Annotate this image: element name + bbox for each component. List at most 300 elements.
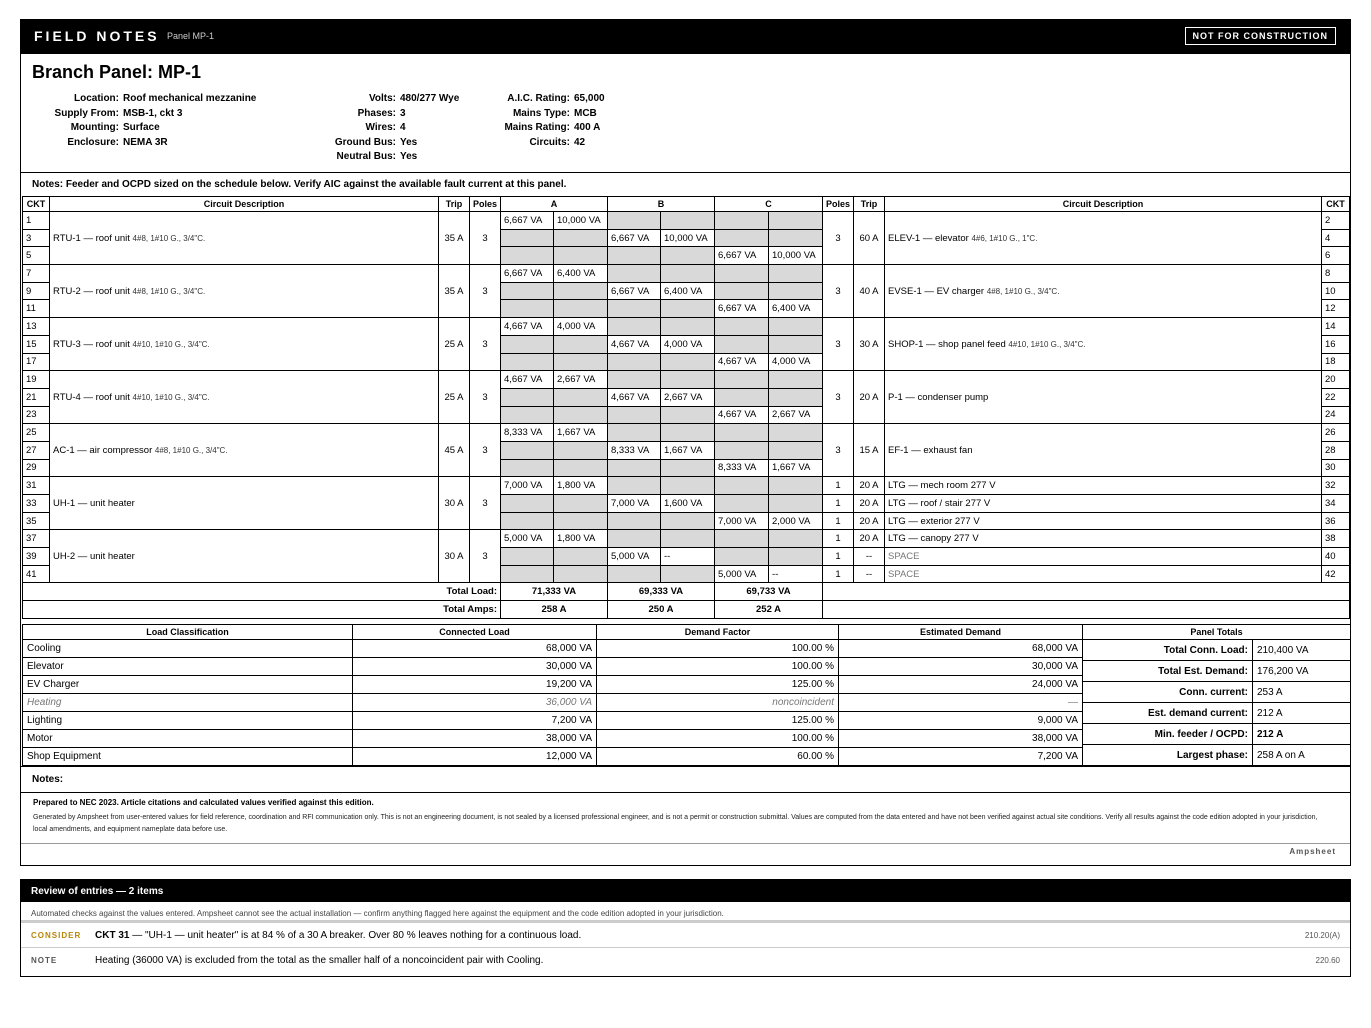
trip-right: -- [854, 548, 885, 566]
ckt-number-right: 24 [1322, 406, 1350, 424]
ckt-number-left: 7 [23, 265, 50, 283]
poles-header-right: Poles [823, 197, 854, 212]
trip-left: 45 A [439, 424, 470, 477]
review-text: Heating (36000 VA) is excluded from the total as the smaller half of a noncoincident pair with Cooling. [95, 955, 544, 966]
phase-cell-empty [715, 282, 769, 300]
nec-edition-note: Prepared to NEC 2023. Article citations and calculated values verified against this edition. [33, 798, 374, 807]
phase-cell-empty [661, 530, 715, 548]
phase-cell-empty [715, 265, 769, 283]
ckt-number-right: 2 [1322, 212, 1350, 230]
circuit-name: RTU-1 — roof unit [53, 232, 130, 244]
phase-cell-empty [769, 371, 823, 389]
load-classification-table [22, 624, 1083, 766]
wire-size: 4#10, 1#10 G., 3/4"C. [132, 392, 210, 402]
phase-load-left: 7,000 VA [715, 512, 769, 530]
connected-load: 68,000 VA [353, 640, 597, 658]
review-tag: NOTE [31, 956, 58, 965]
phase-cell-empty [715, 229, 769, 247]
circuit-name: RTU-3 — roof unit [53, 338, 130, 350]
ckt-number-left: 35 [23, 512, 50, 530]
info-row [251, 136, 459, 151]
panel-total-row [1083, 703, 1351, 724]
panel-total-label: Total Conn. Load: [1083, 640, 1253, 661]
load-class: EV Charger [23, 676, 353, 694]
phase-load-left: 6,667 VA [501, 265, 554, 283]
trip-right: 20 A [854, 530, 885, 548]
load-class: Cooling [23, 640, 353, 658]
phase-cell-empty [608, 371, 661, 389]
ckt-number-left: 19 [23, 371, 50, 389]
poles-right: 1 [823, 477, 854, 495]
phase-load-left: 8,333 VA [608, 441, 661, 459]
info-key: Supply From: [54, 107, 119, 119]
trip-right: 15 A [854, 424, 885, 477]
wire-size: 4#6, 1#10 G., 1"C. [971, 233, 1038, 243]
total-load-c: 69,733 VA [715, 583, 823, 601]
poles-right: 1 [823, 548, 854, 566]
poles-right: 3 [823, 265, 854, 318]
phase-cell-empty [661, 353, 715, 371]
panel-totals-header: Panel Totals [1083, 625, 1351, 640]
circuit-desc-left [50, 371, 439, 424]
info-value: 3 [400, 107, 406, 119]
load-row [23, 748, 1083, 766]
total-load-a: 71,333 VA [501, 583, 608, 601]
phase-c-header: C [715, 197, 823, 212]
total-load-row [23, 583, 1350, 601]
ckt-number-right: 8 [1322, 265, 1350, 283]
circuit-desc-right [885, 424, 1322, 477]
ckt-number-right: 10 [1322, 282, 1350, 300]
code-reference: 220.60 [1315, 956, 1340, 965]
load-class: Motor [23, 730, 353, 748]
phase-load-right: 6,400 VA [554, 265, 608, 283]
schedule-row [23, 265, 1350, 283]
schedule-row [23, 424, 1350, 442]
trip-left: 35 A [439, 212, 470, 265]
ckt-number-left: 17 [23, 353, 50, 371]
circuit-desc-right: LTG — roof / stair 277 V [885, 495, 1322, 513]
ckt-number-left: 33 [23, 495, 50, 513]
circuit-desc-left [50, 265, 439, 318]
ckt-number-left: 39 [23, 548, 50, 566]
circuit-desc-right [885, 371, 1322, 424]
phase-cell-empty [608, 353, 661, 371]
phase-load-left: 4,667 VA [501, 318, 554, 336]
phase-load-right: 2,667 VA [769, 406, 823, 424]
phase-load-right: 4,000 VA [554, 318, 608, 336]
phase-cell-empty [769, 335, 823, 353]
info-key: Mains Type: [512, 107, 570, 119]
phase-load-left: 8,333 VA [715, 459, 769, 477]
connected-load-header: Connected Load [353, 625, 597, 640]
total-amps-c: 252 A [715, 601, 823, 619]
info-key: Mains Rating: [504, 122, 570, 134]
estimated-demand: 9,000 VA [839, 712, 1083, 730]
phase-load-right: 1,800 VA [554, 477, 608, 495]
phase-a-header: A [501, 197, 608, 212]
info-row [21, 92, 256, 107]
panel-info-location [21, 92, 256, 150]
total-load-b: 69,333 VA [608, 583, 715, 601]
poles-right: 1 [823, 495, 854, 513]
phase-cell-empty [608, 459, 661, 477]
circuit-name: EVSE-1 — EV charger [888, 285, 985, 297]
info-value: MSB-1, ckt 3 [123, 107, 183, 119]
phase-cell-empty [715, 335, 769, 353]
brand-footer: Ampsheet [1289, 847, 1336, 856]
phase-load-right: 4,000 VA [769, 353, 823, 371]
circuit-name: ELEV-1 — elevator [888, 232, 969, 244]
info-key: Neutral Bus: [336, 151, 396, 163]
info-value: Roof mechanical mezzanine [123, 93, 257, 104]
phase-load-right: 1,667 VA [661, 441, 715, 459]
phase-cell-empty [661, 565, 715, 583]
schedule-notes: Notes: Feeder and OCPD sized on the schedule below. Verify AIC against the available fault current at this panel. [21, 172, 1350, 196]
ckt-number-left: 23 [23, 406, 50, 424]
trip-left: 25 A [439, 371, 470, 424]
phase-load-left: 4,667 VA [608, 335, 661, 353]
sheet-title: FIELD NOTES [34, 28, 160, 44]
panel-total-row [1083, 640, 1351, 661]
trip-left: 30 A [439, 530, 470, 583]
phase-cell-empty [501, 388, 554, 406]
phase-cell-empty [554, 247, 608, 265]
estimated-demand: 24,000 VA [839, 676, 1083, 694]
demand-factor: noncoincident [597, 694, 839, 712]
ckt-number-right: 16 [1322, 335, 1350, 353]
ckt-number-left: 21 [23, 388, 50, 406]
phase-cell-empty [501, 229, 554, 247]
phase-cell-empty [501, 406, 554, 424]
ckt-number-left: 13 [23, 318, 50, 336]
panel-total-label: Largest phase: [1083, 745, 1253, 766]
circuit-name: RTU-4 — roof unit [53, 391, 130, 403]
circuit-desc-right [885, 265, 1322, 318]
info-key: Phases: [357, 107, 396, 119]
panel-total-value: 258 A on A [1253, 745, 1351, 766]
info-key: Circuits: [529, 136, 570, 148]
phase-cell-empty [554, 565, 608, 583]
panel-total-value: 212 A [1253, 724, 1351, 745]
panel-total-label: Conn. current: [1083, 682, 1253, 703]
phase-cell-empty [608, 265, 661, 283]
circuit-name: AC-1 — air compressor [53, 444, 153, 456]
poles-right: 1 [823, 565, 854, 583]
phase-cell-empty [715, 424, 769, 442]
ckt-number-left: 25 [23, 424, 50, 442]
connected-load: 12,000 VA [353, 748, 597, 766]
panel-info-ratings [441, 92, 605, 150]
info-key: Enclosure: [67, 136, 119, 148]
load-row [23, 712, 1083, 730]
phase-cell-empty [608, 247, 661, 265]
phase-cell-empty [769, 229, 823, 247]
wire-size: 4#8, 1#10 G., 3/4"C. [154, 445, 228, 455]
ckt-number-left: 37 [23, 530, 50, 548]
circuit-name: SHOP-1 — shop panel feed [888, 338, 1006, 350]
circuit-desc-right: SPACE [885, 565, 1322, 583]
phase-load-right: 10,000 VA [769, 247, 823, 265]
phase-load-left: 5,000 VA [715, 565, 769, 583]
ckt-number-left: 29 [23, 459, 50, 477]
phase-load-right: 1,667 VA [769, 459, 823, 477]
ckt-number-right: 4 [1322, 229, 1350, 247]
schedule-row [23, 530, 1350, 548]
phase-cell-empty [501, 548, 554, 566]
phase-cell-empty [661, 477, 715, 495]
phase-cell-empty [608, 406, 661, 424]
review-panel [20, 879, 1351, 977]
panel-total-value: 212 A [1253, 703, 1351, 724]
phase-cell-empty [608, 212, 661, 230]
phase-cell-empty [501, 512, 554, 530]
ckt-number-right: 30 [1322, 459, 1350, 477]
phase-load-left: 6,667 VA [608, 229, 661, 247]
circuit-schedule [22, 196, 1350, 619]
load-class: Elevator [23, 658, 353, 676]
phase-b-header: B [608, 197, 715, 212]
review-subtitle: Automated checks against the values entered. Ampsheet cannot see the actual installation — confirm anything flagged here against the equipment and the code edition adopted in your jurisdiction. [21, 902, 1350, 923]
phase-cell-empty [715, 477, 769, 495]
total-load-label: Total Load: [23, 583, 501, 601]
ckt-number-left: 27 [23, 441, 50, 459]
phase-load-left: 6,667 VA [501, 212, 554, 230]
phase-cell-empty [554, 353, 608, 371]
panel-sheet [20, 19, 1351, 866]
phase-cell-empty [715, 212, 769, 230]
total-amps-row [23, 601, 1350, 619]
info-value: Surface [123, 122, 160, 134]
info-value: 480/277 Wye [400, 93, 460, 104]
estimated-demand: 38,000 VA [839, 730, 1083, 748]
phase-cell-empty [769, 441, 823, 459]
circuit-name: P-1 — condenser pump [888, 391, 989, 403]
phase-cell-empty [608, 477, 661, 495]
phase-load-left: 4,667 VA [715, 353, 769, 371]
circuit-desc-right: LTG — exterior 277 V [885, 512, 1322, 530]
phase-cell-empty [769, 212, 823, 230]
phase-cell-empty [608, 530, 661, 548]
panel-total-value: 210,400 VA [1253, 640, 1351, 661]
panel-total-label: Min. feeder / OCPD: [1083, 724, 1253, 745]
ckt-number-right: 34 [1322, 495, 1350, 513]
total-amps-b: 250 A [608, 601, 715, 619]
phase-cell-empty [769, 318, 823, 336]
phase-cell-empty [661, 371, 715, 389]
ckt-number-left: 1 [23, 212, 50, 230]
phase-cell-empty [608, 318, 661, 336]
info-value: Yes [400, 151, 418, 163]
phase-cell-empty [715, 388, 769, 406]
phase-cell-empty [715, 530, 769, 548]
info-key: Volts: [368, 93, 396, 104]
phase-cell-empty [608, 300, 661, 318]
trip-right: 20 A [854, 477, 885, 495]
schedule-row [23, 477, 1350, 495]
poles-right: 3 [823, 318, 854, 371]
ckt-number-right: 36 [1322, 512, 1350, 530]
info-value: MCB [574, 107, 597, 119]
phase-load-left: 6,667 VA [608, 282, 661, 300]
trip-header-right: Trip [854, 197, 885, 212]
phase-load-right: 2,667 VA [554, 371, 608, 389]
phase-load-right: 1,600 VA [661, 495, 715, 513]
phase-load-left: 7,000 VA [608, 495, 661, 513]
connected-load: 30,000 VA [353, 658, 597, 676]
phase-cell-empty [608, 512, 661, 530]
panel-label: Panel MP-1 [167, 31, 215, 41]
poles-right: 3 [823, 424, 854, 477]
demand-factor: 100.00 % [597, 658, 839, 676]
info-row [441, 92, 605, 107]
phase-cell-empty [501, 495, 554, 513]
phase-cell-empty [661, 265, 715, 283]
phase-cell-empty [769, 265, 823, 283]
poles-left: 3 [470, 318, 501, 371]
phase-load-right: 1,667 VA [554, 424, 608, 442]
panel-total-label: Est. demand current: [1083, 703, 1253, 724]
poles-right: 3 [823, 212, 854, 265]
estimated-demand: — [839, 694, 1083, 712]
phase-cell-empty [769, 424, 823, 442]
phase-load-right: -- [769, 565, 823, 583]
poles-left: 3 [470, 212, 501, 265]
phase-cell-empty [554, 335, 608, 353]
info-value: NEMA 3R [123, 136, 168, 148]
circuit-desc-left [50, 318, 439, 371]
info-key: A.I.C. Rating: [507, 93, 570, 104]
info-row [251, 121, 459, 136]
trip-right: 60 A [854, 212, 885, 265]
ckt-number-left: 9 [23, 282, 50, 300]
trip-left: 30 A [439, 477, 470, 530]
info-row [21, 107, 256, 122]
info-value: 4 [400, 122, 406, 134]
info-row [251, 150, 459, 165]
load-row [23, 640, 1083, 658]
phase-load-left: 4,667 VA [715, 406, 769, 424]
poles-left: 3 [470, 530, 501, 583]
phase-cell-empty [715, 548, 769, 566]
review-message [95, 930, 581, 941]
panel-total-row [1083, 724, 1351, 745]
phase-load-right: 6,400 VA [769, 300, 823, 318]
poles-left: 3 [470, 424, 501, 477]
load-row [23, 694, 1083, 712]
info-key: Mounting: [70, 122, 119, 134]
phase-cell-empty [661, 424, 715, 442]
phase-cell-empty [501, 335, 554, 353]
info-row [441, 136, 605, 151]
demand-factor: 125.00 % [597, 676, 839, 694]
circuit-desc-right [885, 212, 1322, 265]
wire-size: 4#8, 1#10 G., 3/4"C. [132, 233, 206, 243]
phase-load-right: -- [661, 548, 715, 566]
phase-load-right: 10,000 VA [554, 212, 608, 230]
ckt-number-left: 31 [23, 477, 50, 495]
phase-cell-empty [608, 565, 661, 583]
demand-factor: 60.00 % [597, 748, 839, 766]
schedule-row [23, 212, 1350, 230]
poles-header-left: Poles [470, 197, 501, 212]
connected-load: 7,200 VA [353, 712, 597, 730]
demand-factor: 100.00 % [597, 730, 839, 748]
phase-cell-empty [769, 495, 823, 513]
estimated-demand: 7,200 VA [839, 748, 1083, 766]
phase-cell-empty [501, 282, 554, 300]
phase-load-right: 2,667 VA [661, 388, 715, 406]
phase-load-right: 2,000 VA [769, 512, 823, 530]
circuit-desc-left [50, 212, 439, 265]
phase-cell-empty [501, 247, 554, 265]
info-key: Wires: [365, 122, 396, 134]
not-for-construction-badge: NOT FOR CONSTRUCTION [1185, 27, 1337, 45]
phase-cell-empty [554, 512, 608, 530]
ckt-number-right: 20 [1322, 371, 1350, 389]
trip-left: 25 A [439, 318, 470, 371]
load-class: Heating [23, 694, 353, 712]
info-key: Location: [74, 93, 119, 104]
connected-load: 36,000 VA [353, 694, 597, 712]
info-value: 400 A [574, 122, 601, 134]
total-amps-label: Total Amps: [23, 601, 501, 619]
estimated-demand: 68,000 VA [839, 640, 1083, 658]
phase-load-left: 7,000 VA [501, 477, 554, 495]
ckt-header-left: CKT [23, 197, 50, 212]
phase-load-left: 5,000 VA [608, 548, 661, 566]
trip-right: -- [854, 565, 885, 583]
circuit-desc-left [50, 530, 439, 583]
ckt-number-right: 32 [1322, 477, 1350, 495]
desc-header-right: Circuit Description [885, 197, 1322, 212]
review-text: — "UH-1 — unit heater" is at 84 % of a 30 A breaker. Over 80 % leaves nothing for a continuous load. [129, 930, 582, 941]
ckt-number-left: 3 [23, 229, 50, 247]
estimated-demand: 30,000 VA [839, 658, 1083, 676]
circuit-name: EF-1 — exhaust fan [888, 444, 973, 456]
ckt-number-left: 41 [23, 565, 50, 583]
phase-load-right: 4,000 VA [661, 335, 715, 353]
phase-cell-empty [661, 318, 715, 336]
info-row [21, 121, 256, 136]
poles-left: 3 [470, 477, 501, 530]
ckt-header-right: CKT [1322, 197, 1350, 212]
trip-right: 20 A [854, 495, 885, 513]
phase-cell-empty [554, 459, 608, 477]
connected-load: 38,000 VA [353, 730, 597, 748]
poles-left: 3 [470, 371, 501, 424]
panel-total-row [1083, 661, 1351, 682]
review-message [95, 955, 543, 966]
circuit-desc-right: LTG — canopy 277 V [885, 530, 1322, 548]
info-value: 65,000 [574, 93, 605, 104]
wire-size: 4#8, 1#10 G., 3/4"C. [986, 286, 1060, 296]
panel-total-label: Total Est. Demand: [1083, 661, 1253, 682]
disclaimer-text: Generated by Ampsheet from user-entered values for field reference, coordination and RFI communication only. This is not an engineering document, is not sealed by a licensed professional engineer, and is not a permit or construction submittal. Values are computed from the data entered and have not been verified against actual site conditions. Verify all results against the code edition adopted in your jurisdiction, local amendments, and equipment nameplate data before use. [33, 814, 1318, 833]
phase-load-left: 4,667 VA [501, 371, 554, 389]
panel-total-value: 253 A [1253, 682, 1351, 703]
info-row [21, 136, 256, 151]
load-row [23, 730, 1083, 748]
code-reference: 210.20(A) [1304, 931, 1340, 940]
phase-cell-empty [715, 371, 769, 389]
phase-load-right: 1,800 VA [554, 530, 608, 548]
phase-cell-empty [715, 441, 769, 459]
wire-size: 4#10, 1#10 G., 3/4"C. [1008, 339, 1086, 349]
phase-cell-empty [554, 282, 608, 300]
info-row [441, 107, 605, 122]
trip-right: 40 A [854, 265, 885, 318]
